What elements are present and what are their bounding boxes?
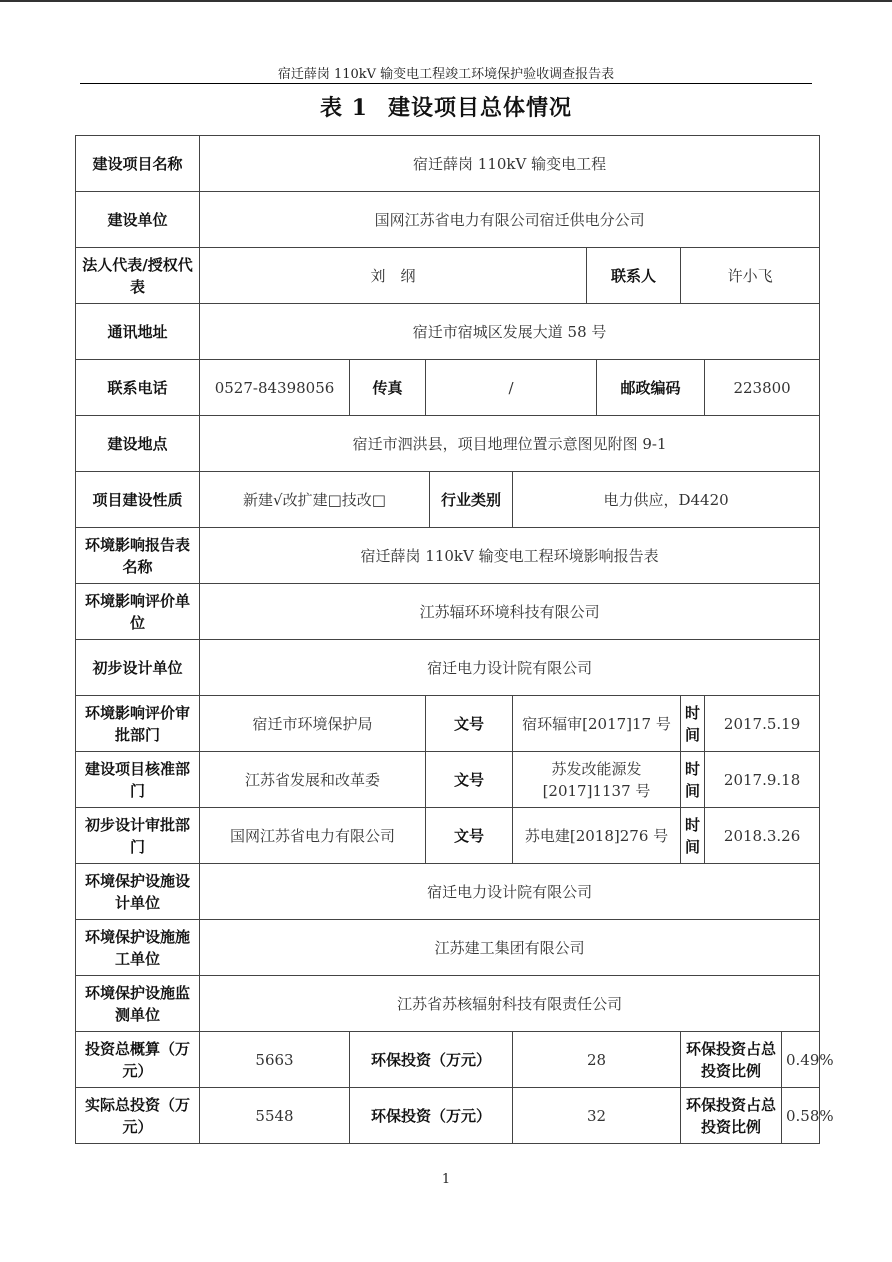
value-eia-unit: 江苏辐环环境科技有限公司 [200,584,820,640]
value-fax: / [426,360,597,416]
label-env-design: 环境保护设施设计单位 [76,864,200,920]
row-project-name [76,136,820,192]
value-eia-approval-doc: 宿环辐审[2017]17 号 [513,696,681,752]
label-design-approval-time: 时间 [681,808,705,864]
label-postcode: 邮政编码 [597,360,705,416]
row-address [76,304,820,360]
value-nature: 新建√改扩建□技改□ [200,472,430,528]
value-contact: 许小飞 [681,248,820,304]
label-eia-approval-time: 时间 [681,696,705,752]
value-actual-ratio: 0.58% [782,1088,820,1144]
row-eia-unit [76,584,820,640]
label-env-monitor: 环境保护设施监测单位 [76,976,200,1032]
label-builder: 建设单位 [76,192,200,248]
table-number: 表 1 [320,95,368,121]
value-postcode: 223800 [705,360,820,416]
value-design-approval-dept: 国网江苏省电力有限公司 [200,808,426,864]
value-legal-rep: 刘 纲 [200,248,587,304]
value-eia-approval-time: 2017.5.19 [705,696,820,752]
row-budget [76,1032,820,1088]
row-builder [76,192,820,248]
value-project-approval-doc: 苏发改能源发[2017]1137 号 [513,752,681,808]
label-eia-report: 环境影响报告表名称 [76,528,200,584]
value-location: 宿迁市泗洪县，项目地理位置示意图见附图 9-1 [200,416,820,472]
row-legal-rep [76,248,820,304]
label-project-name: 建设项目名称 [76,136,200,192]
label-project-approval: 建设项目核准部门 [76,752,200,808]
value-env-design: 宿迁电力设计院有限公司 [200,864,820,920]
row-design-approval [76,808,820,864]
label-eia-unit: 环境影响评价单位 [76,584,200,640]
value-env-construction: 江苏建工集团有限公司 [200,920,820,976]
value-builder: 国网江苏省电力有限公司宿迁供电分公司 [200,192,820,248]
label-project-approval-doc: 文号 [426,752,513,808]
label-project-approval-time: 时间 [681,752,705,808]
row-eia-report [76,528,820,584]
table-title-text: 建设项目总体情况 [387,95,572,121]
row-env-construction [76,920,820,976]
label-actual-ratio: 环保投资占总投资比例 [681,1088,782,1144]
running-header: 宿迁薛岗 110kV 输变电工程竣工环境保护验收调查报告表 [277,67,615,82]
value-industry: 电力供应，D4420 [513,472,820,528]
label-budget-env: 环保投资（万元） [350,1032,513,1088]
value-budget: 5663 [200,1032,350,1088]
row-nature [76,472,820,528]
label-actual-env: 环保投资（万元） [350,1088,513,1144]
label-location: 建设地点 [76,416,200,472]
row-location [76,416,820,472]
label-design-approval-doc: 文号 [426,808,513,864]
value-project-approval-dept: 江苏省发展和改革委 [200,752,426,808]
label-fax: 传真 [350,360,426,416]
value-actual: 5548 [200,1088,350,1144]
value-actual-env: 32 [513,1088,681,1144]
label-eia-approval: 环境影响评价审批部门 [76,696,200,752]
label-design-approval: 初步设计审批部门 [76,808,200,864]
label-eia-approval-doc: 文号 [426,696,513,752]
table-title [0,91,892,122]
row-env-design [76,864,820,920]
page-number: 1 [441,1172,451,1187]
label-budget-ratio: 环保投资占总投资比例 [681,1032,782,1088]
value-budget-env: 28 [513,1032,681,1088]
label-prelim-design: 初步设计单位 [76,640,200,696]
row-phone [76,360,820,416]
row-actual [76,1088,820,1144]
label-legal-rep: 法人代表/授权代表 [76,248,200,304]
value-env-monitor: 江苏省苏核辐射科技有限责任公司 [200,976,820,1032]
value-project-approval-time: 2017.9.18 [705,752,820,808]
value-design-approval-doc: 苏电建[2018]276 号 [513,808,681,864]
label-actual: 实际总投资（万元） [76,1088,200,1144]
header-rule [80,83,812,84]
top-border-line [0,0,892,2]
label-phone: 联系电话 [76,360,200,416]
label-address: 通讯地址 [76,304,200,360]
row-project-approval [76,752,820,808]
label-industry: 行业类别 [430,472,513,528]
value-phone: 0527-84398056 [200,360,350,416]
row-env-monitor [76,976,820,1032]
label-env-construction: 环境保护设施施工单位 [76,920,200,976]
label-budget: 投资总概算（万元） [76,1032,200,1088]
value-address: 宿迁市宿城区发展大道 58 号 [200,304,820,360]
row-eia-approval [76,696,820,752]
value-budget-ratio: 0.49% [782,1032,820,1088]
value-eia-approval-dept: 宿迁市环境保护局 [200,696,426,752]
label-contact: 联系人 [587,248,681,304]
project-overview-table [75,135,834,1144]
value-prelim-design: 宿迁电力设计院有限公司 [200,640,820,696]
label-nature: 项目建设性质 [76,472,200,528]
value-project-name: 宿迁薛岗 110kV 输变电工程 [200,136,820,192]
row-prelim-design [76,640,820,696]
value-design-approval-time: 2018.3.26 [705,808,820,864]
value-eia-report: 宿迁薛岗 110kV 输变电工程环境影响报告表 [200,528,820,584]
